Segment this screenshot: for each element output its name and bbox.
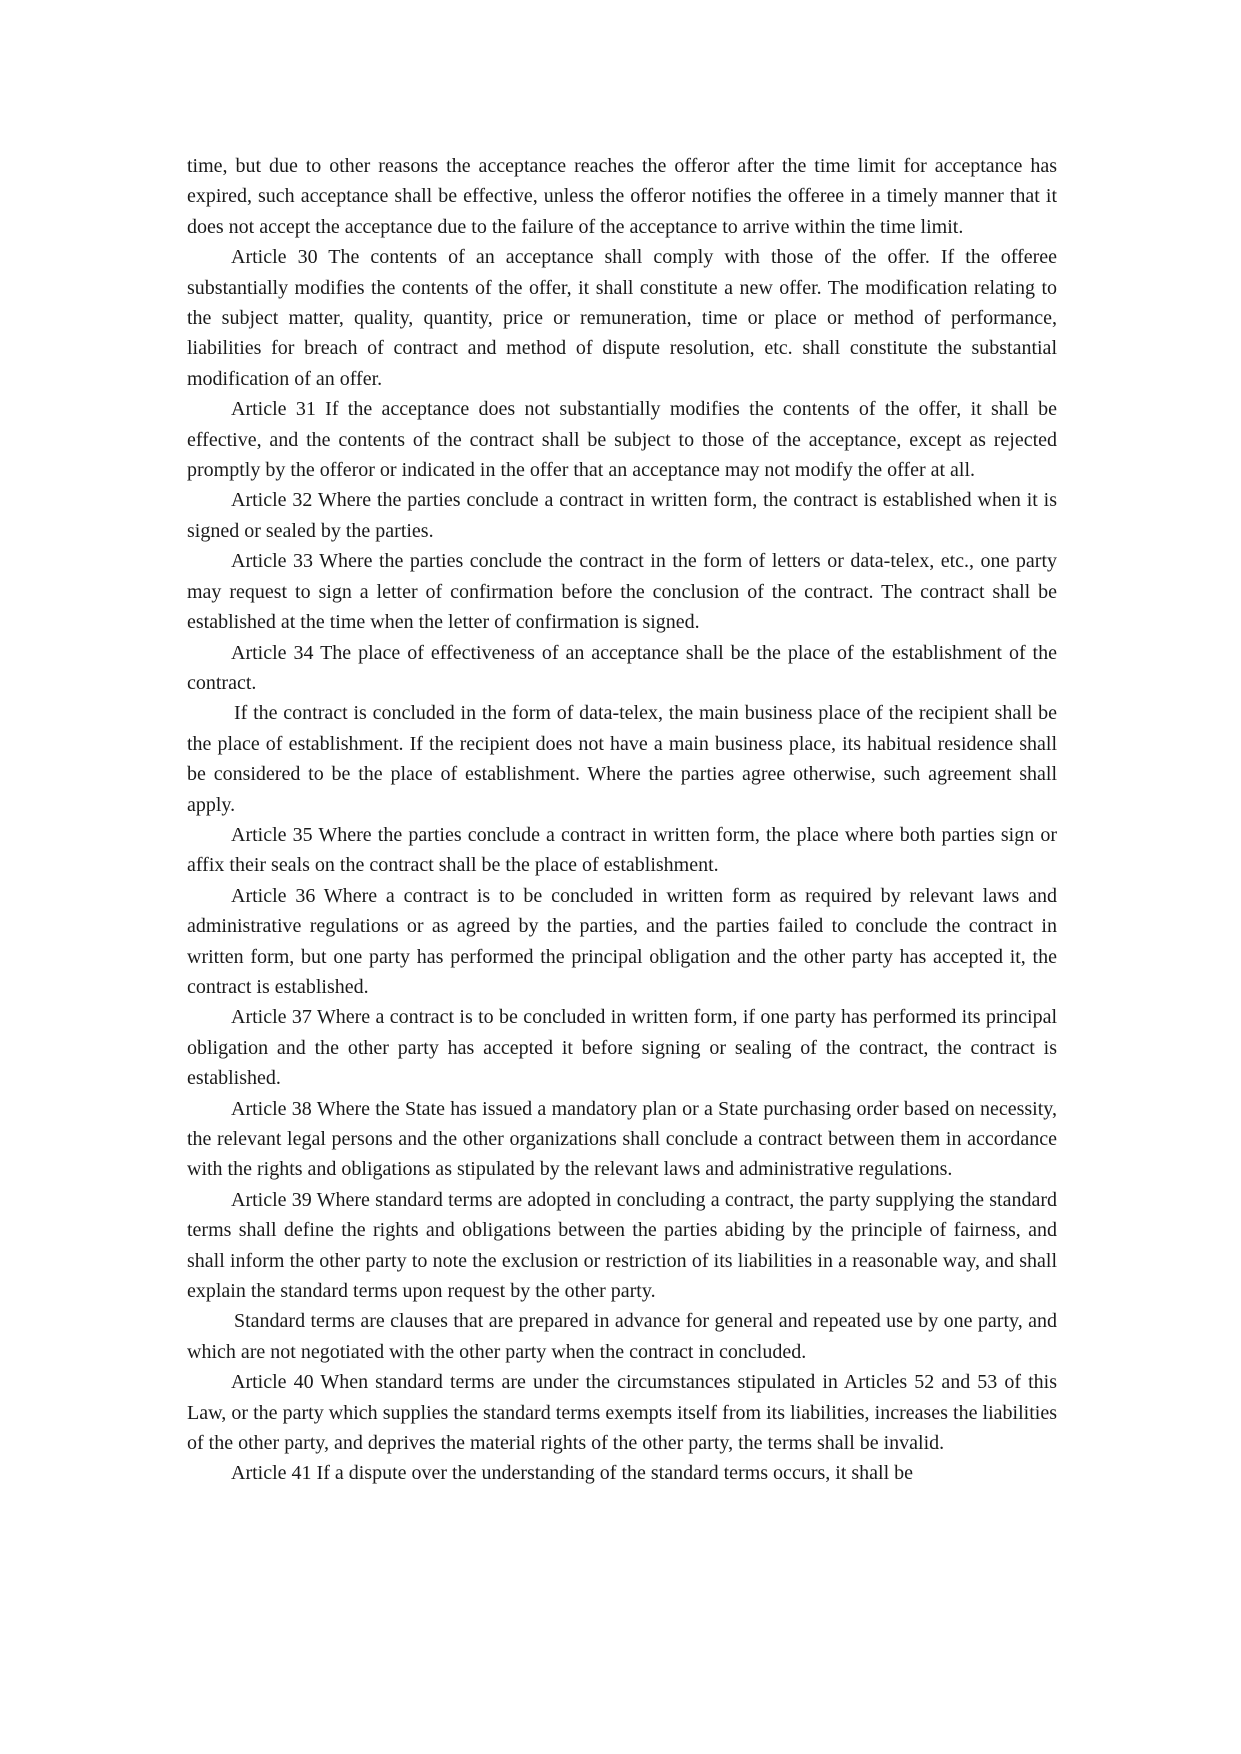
paragraph-article-40: Article 40 When standard terms are under the circumstances stipulated in Articles 52 and 53 of this Law, or the party which supplies the standard terms exempts itself from its liabilities, increases the liabilities of the other party, and deprives the material rights of the other party, the terms shall be invalid. — [187, 1371, 1057, 1455]
paragraph-article-34: Article 34 The place of effectiveness of an acceptance shall be the place of the establishment of the contract. — [187, 641, 1057, 694]
paragraph-article-39-clause-2: Standard terms are clauses that are prepared in advance for general and repeated use by one party, and which are not negotiated with the other party when the contract in concluded. — [187, 1310, 1057, 1363]
paragraph-article-38: Article 38 Where the State has issued a mandatory plan or a State purchasing order based on necessity, the relevant legal persons and the other organizations shall conclude a contract between them in accordance with the rights and obligations as stipulated by the relevant laws and administrative regulations. — [187, 1097, 1057, 1181]
paragraph-article-34-clause-2: If the contract is concluded in the form of data-telex, the main business place of the recipient shall be the place of establishment. If the recipient does not have a main business place, its habitual residence shall be considered to be the place of establishment. Where the parties agree otherwise, such agreement shall apply. — [187, 702, 1057, 816]
paragraph-article-31: Article 31 If the acceptance does not substantially modifies the contents of the offer, it shall be effective, and the contents of the contract shall be subject to those of the acceptance, except as rejected promptly by the offeror or indicated in the offer that an acceptance may not modify the offer at all. — [187, 398, 1057, 482]
paragraph-continuation: time, but due to other reasons the acceptance reaches the offeror after the time limit for acceptance has expired, such acceptance shall be effective, unless the offeror notifies the offeree in a timely manner that it does not accept the acceptance due to the failure of the acceptance to arrive within the time limit. — [187, 155, 1057, 238]
paragraph-article-37: Article 37 Where a contract is to be concluded in written form, if one party has performed its principal obligation and the other party has accepted it before signing or sealing of the contract, the contract is established. — [187, 1006, 1057, 1090]
paragraph-article-35: Article 35 Where the parties conclude a contract in written form, the place where both parties sign or affix their seals on the contract shall be the place of establishment. — [187, 823, 1057, 877]
paragraph-article-32: Article 32 Where the parties conclude a contract in written form, the contract is established when it is signed or sealed by the parties. — [187, 489, 1057, 542]
paragraph-article-41: Article 41 If a dispute over the understanding of the standard terms occurs, it shall be — [231, 1462, 914, 1485]
document-body — [187, 151, 1057, 1489]
paragraph-article-30: Article 30 The contents of an acceptance shall comply with those of the offer. If the offeree substantially modifies the contents of the offer, it shall constitute a new offer. The modification relating to the subject matter, quality, quantity, price or remuneration, time or place or method of performance, liabilities for breach of contract and method of dispute resolution, etc. shall constitute the substantial modification of an offer. — [187, 246, 1057, 390]
paragraph-article-39: Article 39 Where standard terms are adopted in concluding a contract, the party supplying the standard terms shall define the rights and obligations between the parties abiding by the principle of fairness, and shall inform the other party to note the exclusion or restriction of its liabilities in a reasonable way, and shall explain the standard terms upon request by the other party. — [187, 1188, 1057, 1303]
paragraph-article-33: Article 33 Where the parties conclude the contract in the form of letters or data-telex, etc., one party may request to sign a letter of confirmation before the conclusion of the contract. The contract shall be established at the time when the letter of confirmation is signed. — [187, 550, 1057, 634]
paragraph-article-36: Article 36 Where a contract is to be concluded in written form as required by relevant laws and administrative regulations or as agreed by the parties, and the parties failed to conclude the contract in written form, but one party has performed the principal obligation and the other party has accepted it, the contract is established. — [187, 884, 1057, 998]
